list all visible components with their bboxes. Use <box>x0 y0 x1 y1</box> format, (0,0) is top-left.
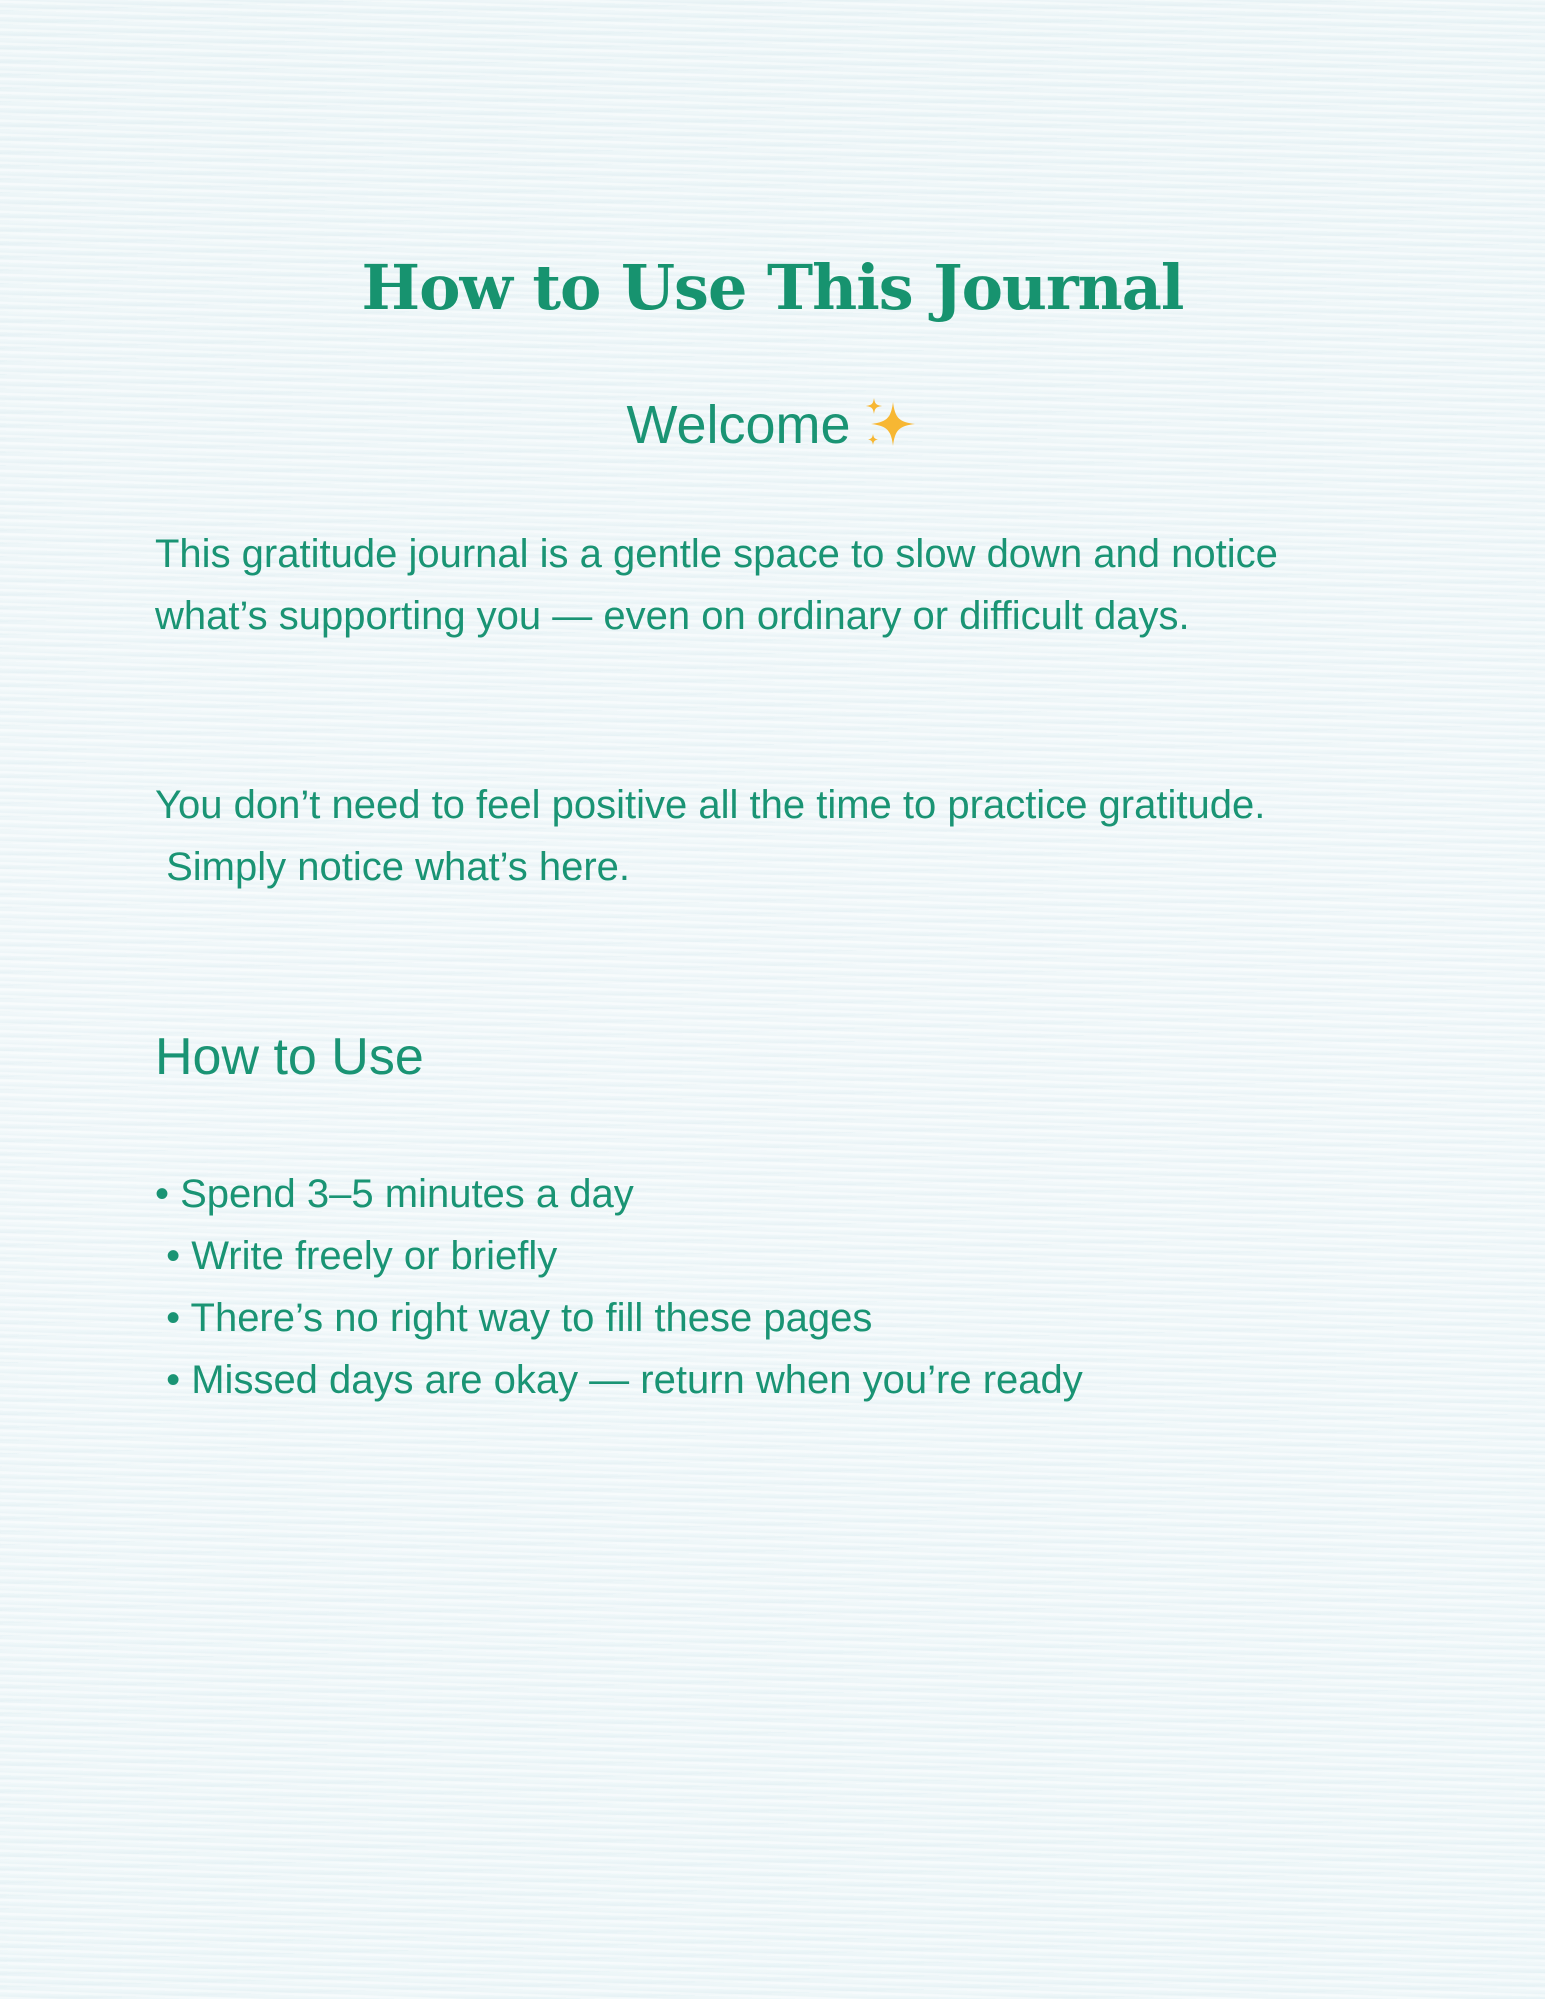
reassurance-paragraph <box>155 774 1395 898</box>
reassurance-line-2: Simply notice what’s here. <box>155 845 631 889</box>
welcome-heading <box>0 390 1545 460</box>
page-title: How to Use This Journal <box>361 251 1184 324</box>
how-to-use-heading: How to Use <box>155 1028 424 1086</box>
list-item: • Write freely or briefly <box>155 1234 558 1278</box>
welcome-heading-text: Welcome <box>626 395 851 455</box>
reassurance-line-1: You don’t need to feel positive all the time to practice gratitude. <box>155 783 1266 827</box>
intro-paragraph: This gratitude journal is a gentle space to slow down and notice what’s supporting you — even on ordinary or difficult days. <box>155 532 1278 638</box>
how-to-use-list <box>155 1163 1083 1411</box>
list-item: • Missed days are okay — return when you’re ready <box>155 1358 1083 1402</box>
sparkles-icon <box>861 394 919 452</box>
list-item: • There’s no right way to fill these pages <box>155 1296 873 1340</box>
list-item: • Spend 3–5 minutes a day <box>155 1172 634 1216</box>
